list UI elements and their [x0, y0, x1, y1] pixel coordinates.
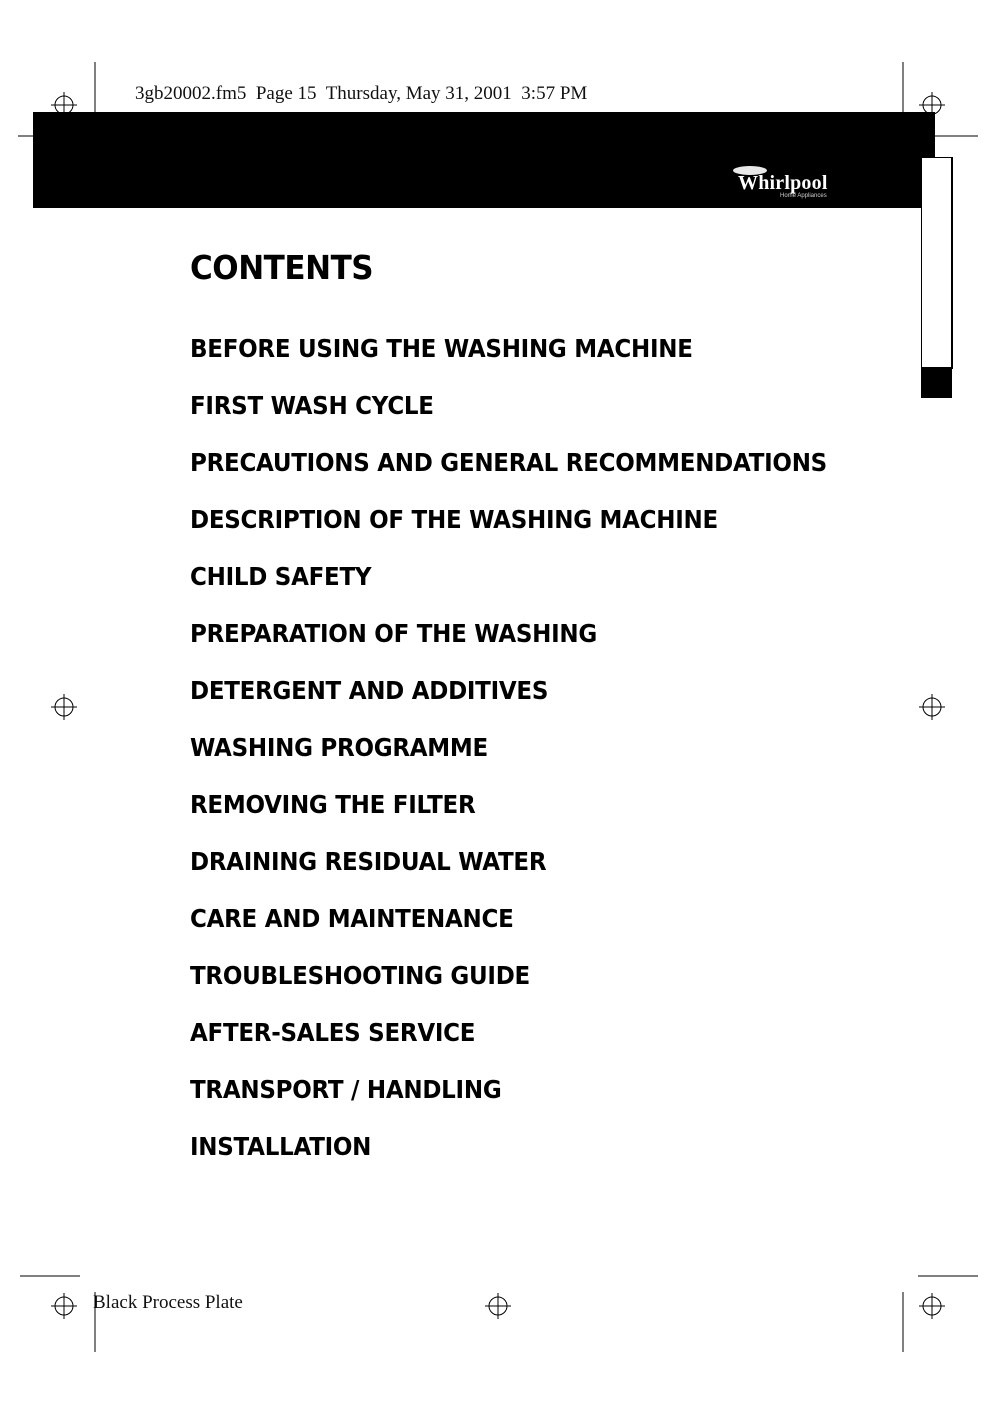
registration-mark-icon — [919, 694, 945, 720]
contents-list — [190, 330, 882, 1185]
contents-item: DRAINING RESIDUAL WATER — [190, 847, 547, 876]
contents-item: DETERGENT AND ADDITIVES — [190, 676, 549, 705]
contents-item: REMOVING THE FILTER — [190, 790, 476, 819]
contents-item: INSTALLATION — [190, 1132, 372, 1161]
contents-item: CHILD SAFETY — [190, 562, 372, 591]
contents-item: WASHING PROGRAMME — [190, 733, 488, 762]
side-thumb-tab-marker — [921, 367, 952, 398]
contents-item: BEFORE USING THE WASHING MACHINE — [190, 334, 693, 363]
plate-label: Black Process Plate — [93, 1292, 243, 1313]
whirlpool-logo — [730, 166, 840, 206]
contents-item: FIRST WASH CYCLE — [190, 391, 434, 420]
logo-subtext: Home Appliances — [780, 193, 827, 199]
page-title: CONTENTS — [190, 248, 374, 287]
contents-item: AFTER-SALES SERVICE — [190, 1018, 476, 1047]
print-slug: 3gb20002.fm5 Page 15 Thursday, May 31, 2001 3:57 PM — [135, 83, 588, 104]
contents-item: PRECAUTIONS AND GENERAL RECOMMENDATIONS — [190, 448, 827, 477]
side-thumb-tab — [921, 157, 953, 369]
contents-item: TROUBLESHOOTING GUIDE — [190, 961, 530, 990]
registration-mark-icon — [51, 694, 77, 720]
contents-item: DESCRIPTION OF THE WASHING MACHINE — [190, 505, 718, 534]
registration-mark-icon — [485, 1293, 511, 1319]
registration-mark-icon — [919, 1293, 945, 1319]
contents-item: TRANSPORT / HANDLING — [190, 1075, 502, 1104]
registration-mark-icon — [51, 1293, 77, 1319]
logo-wordmark: Whirlpool — [738, 172, 828, 194]
contents-item: PREPARATION OF THE WASHING — [190, 619, 597, 648]
contents-item: CARE AND MAINTENANCE — [190, 904, 514, 933]
